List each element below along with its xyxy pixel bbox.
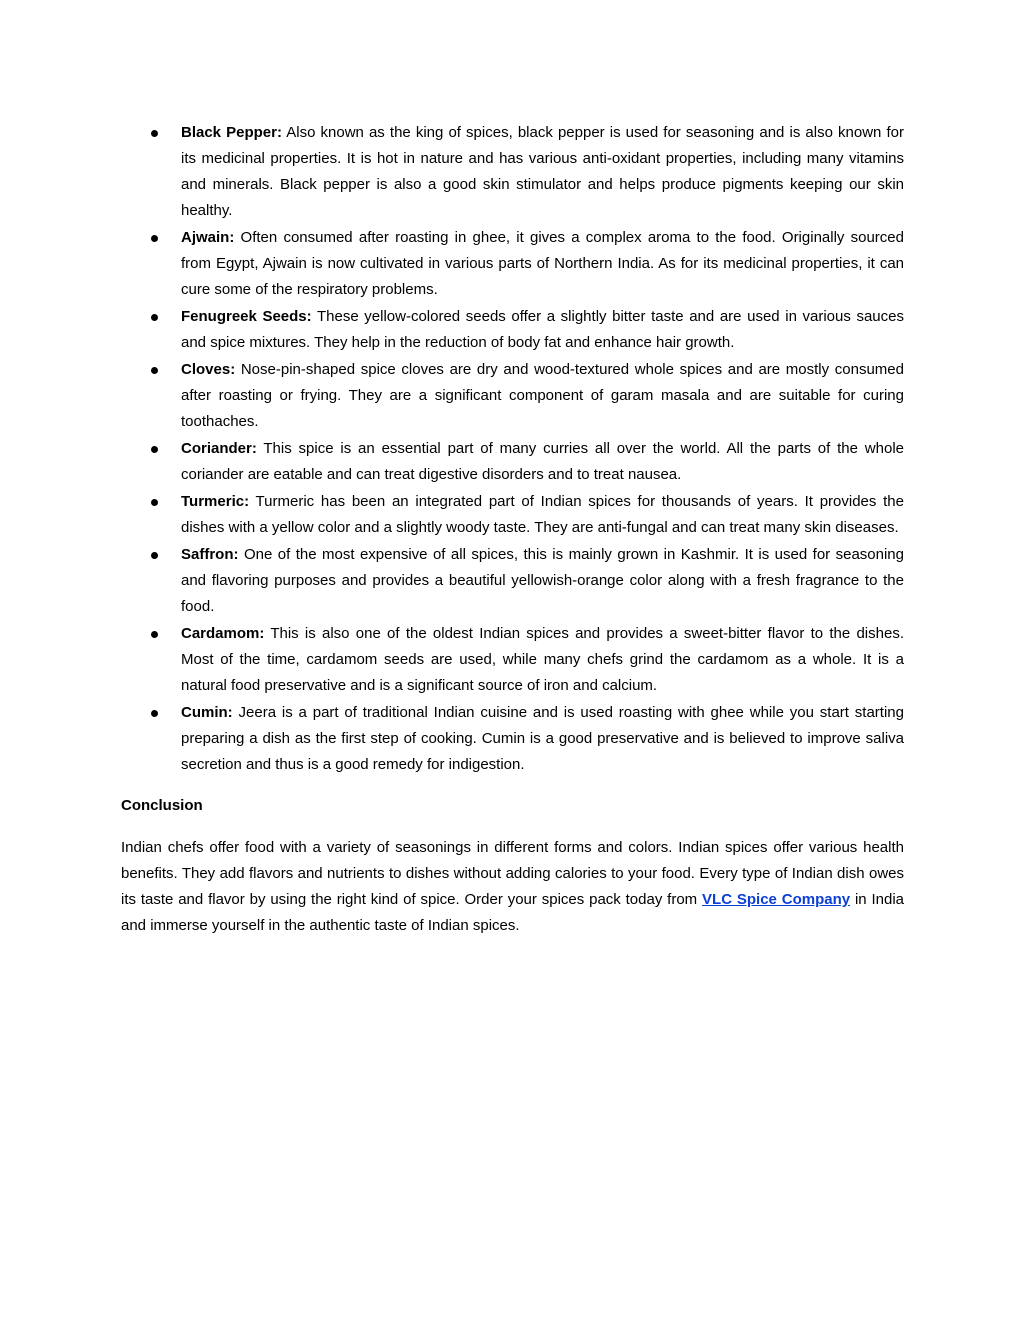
bullet-icon	[151, 314, 158, 321]
spice-list	[121, 120, 904, 778]
conclusion-heading: Conclusion	[121, 797, 203, 814]
spice-name: Saffron:	[181, 546, 239, 563]
spice-name: Coriander:	[181, 440, 257, 457]
spice-description: Also known as the king of spices, black pepper is used for seasoning and is also known for its medicinal properties. It is hot in nature and has various anti-oxidant properties, including many vitamins and minerals. Black pepper is also a good skin stimulator and helps produce pigments keeping our skin healthy.	[181, 124, 904, 219]
spice-description: Nose-pin-shaped spice cloves are dry and wood-textured whole spices and are mostly consumed after roasting or frying. They are a significant component of garam masala and are suitable for curing toothaches.	[181, 361, 904, 430]
list-item	[121, 304, 904, 356]
bullet-icon	[151, 130, 158, 137]
bullet-icon	[151, 446, 158, 453]
spice-name: Turmeric:	[181, 493, 250, 510]
bullet-icon	[151, 710, 158, 717]
document-page	[121, 120, 904, 939]
conclusion-text-end: in India and immerse yourself in the authentic taste of Indian spices.	[121, 891, 904, 934]
list-item	[121, 436, 904, 488]
spice-description: One of the most expensive of all spices, this is mainly grown in Kashmir. It is used for seasoning and flavoring purposes and provides a beautiful yellowish-orange color along with a fresh fragrance to the food.	[181, 546, 904, 615]
bullet-icon	[151, 631, 158, 638]
spice-name: Fenugreek Seeds:	[181, 308, 312, 325]
spice-description: Turmeric has been an integrated part of Indian spices for thousands of years. It provides the dishes with a yellow color and a slightly woody taste. They are anti-fungal and can treat many skin diseases.	[181, 493, 904, 536]
list-item	[121, 120, 904, 224]
spice-description: This is also one of the oldest Indian spices and provides a sweet-bitter flavor to the dishes. Most of the time, cardamom seeds are used, while many chefs grind the cardamom as a whole. It is a natural food preservative and is a significant source of iron and calcium.	[181, 625, 904, 694]
spice-description: These yellow-colored seeds offer a slightly bitter taste and are used in various sauces and spice mixtures. They help in the reduction of body fat and enhance hair growth.	[181, 308, 904, 351]
list-item	[121, 225, 904, 303]
spice-name: Cloves:	[181, 361, 236, 378]
bullet-icon	[151, 552, 158, 559]
bullet-icon	[151, 367, 158, 374]
spice-description: Jeera is a part of traditional Indian cuisine and is used roasting with ghee while you start starting preparing a dish as the first step of cooking. Cumin is a good preservative and is believed to improve saliva secretion and thus is a good remedy for indigestion.	[181, 704, 904, 773]
spice-name: Black Pepper:	[181, 124, 282, 141]
spice-name: Cardamom:	[181, 625, 265, 642]
list-item	[121, 621, 904, 699]
list-item	[121, 489, 904, 541]
spice-description: This spice is an essential part of many curries all over the world. All the parts of the whole coriander are eatable and can treat digestive disorders and to treat nausea.	[181, 440, 904, 483]
bullet-icon	[151, 499, 158, 506]
spice-description: Often consumed after roasting in ghee, it gives a complex aroma to the food. Originally sourced from Egypt, Ajwain is now cultivated in various parts of Northern India. As for its medicinal properties, it can cure some of the respiratory problems.	[181, 229, 904, 298]
conclusion-paragraph	[121, 835, 904, 939]
list-item	[121, 700, 904, 778]
list-item	[121, 542, 904, 620]
spice-name: Ajwain:	[181, 229, 235, 246]
list-item	[121, 357, 904, 435]
bullet-icon	[151, 235, 158, 242]
conclusion-text-start: Indian chefs offer food with a variety of seasonings in different forms and colors. Indian spices offer various health benefits. They add flavors and nutrients to dishes without adding calories to your food. Every type of Indian dish owes its taste and flavor by using the right kind of spice. Order your spices pack today from	[121, 839, 904, 908]
company-link[interactable]: VLC Spice Company	[702, 891, 851, 908]
spice-name: Cumin:	[181, 704, 233, 721]
